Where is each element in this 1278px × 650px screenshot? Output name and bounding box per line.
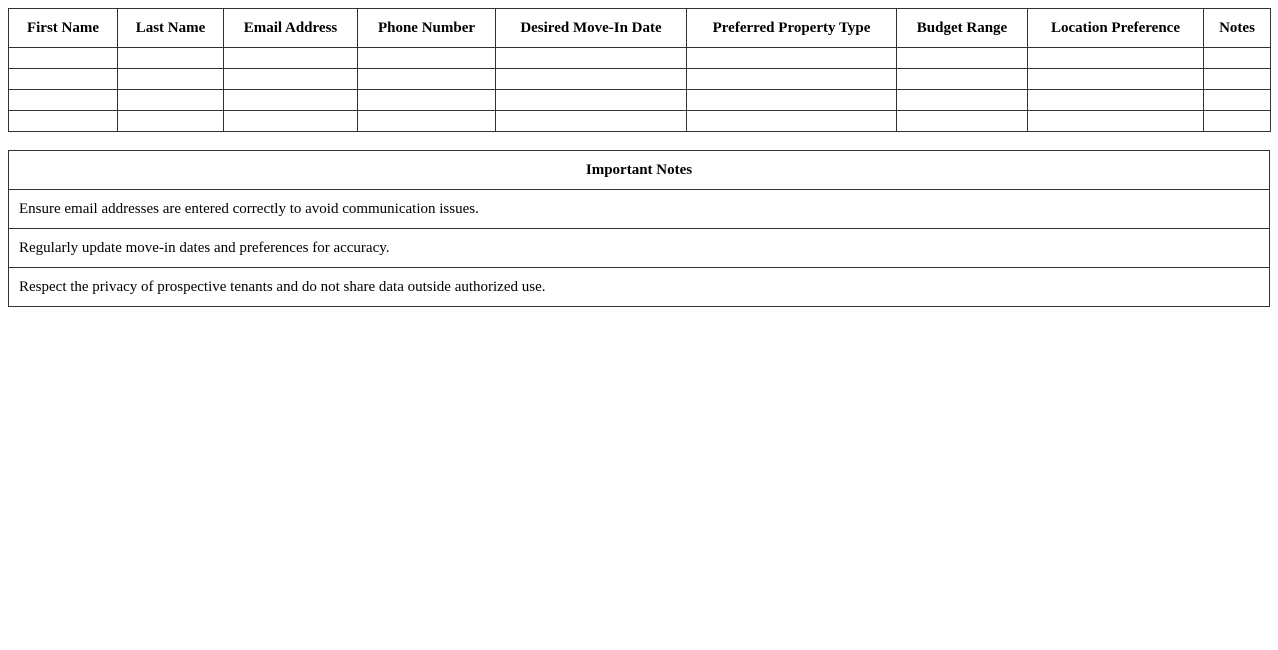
- table-cell[interactable]: [1204, 48, 1271, 69]
- table-cell[interactable]: [1028, 48, 1204, 69]
- note-item: Respect the privacy of prospective tenants and do not share data outside authorized use.: [9, 268, 1270, 307]
- important-notes-table: [8, 150, 1270, 307]
- table-cell[interactable]: [496, 48, 687, 69]
- table-header-row: [9, 9, 1271, 48]
- table-cell[interactable]: [118, 69, 224, 90]
- table-cell[interactable]: [897, 69, 1028, 90]
- column-header-email-address: Email Address: [224, 9, 358, 48]
- table-cell[interactable]: [897, 111, 1028, 132]
- table-row: [9, 111, 1271, 132]
- column-header-location-preference: Location Preference: [1028, 9, 1204, 48]
- table-cell[interactable]: [118, 48, 224, 69]
- table-cell[interactable]: [118, 111, 224, 132]
- table-cell[interactable]: [496, 111, 687, 132]
- table-cell[interactable]: [1204, 111, 1271, 132]
- column-header-first-name: First Name: [9, 9, 118, 48]
- table-cell[interactable]: [897, 90, 1028, 111]
- table-cell[interactable]: [224, 90, 358, 111]
- table-cell[interactable]: [687, 69, 897, 90]
- notes-row: [9, 190, 1270, 229]
- table-cell[interactable]: [1028, 111, 1204, 132]
- note-item: Ensure email addresses are entered correctly to avoid communication issues.: [9, 190, 1270, 229]
- table-cell[interactable]: [496, 69, 687, 90]
- table-cell[interactable]: [118, 90, 224, 111]
- column-header-notes: Notes: [1204, 9, 1271, 48]
- table-cell[interactable]: [9, 48, 118, 69]
- table-cell[interactable]: [1028, 90, 1204, 111]
- table-cell[interactable]: [224, 69, 358, 90]
- table-cell[interactable]: [358, 90, 496, 111]
- table-row: [9, 69, 1271, 90]
- table-cell[interactable]: [1028, 69, 1204, 90]
- notes-row: [9, 268, 1270, 307]
- column-header-last-name: Last Name: [118, 9, 224, 48]
- column-header-budget-range: Budget Range: [897, 9, 1028, 48]
- table-cell[interactable]: [496, 90, 687, 111]
- table-cell[interactable]: [224, 48, 358, 69]
- notes-title: Important Notes: [9, 151, 1270, 190]
- table-cell[interactable]: [687, 48, 897, 69]
- table-cell[interactable]: [9, 69, 118, 90]
- note-item: Regularly update move-in dates and preferences for accuracy.: [9, 229, 1270, 268]
- table-cell[interactable]: [224, 111, 358, 132]
- table-cell[interactable]: [687, 90, 897, 111]
- notes-row: [9, 229, 1270, 268]
- table-cell[interactable]: [358, 69, 496, 90]
- column-header-desired-move-in-date: Desired Move-In Date: [496, 9, 687, 48]
- table-cell[interactable]: [9, 111, 118, 132]
- column-header-preferred-property-type: Preferred Property Type: [687, 9, 897, 48]
- table-row: [9, 90, 1271, 111]
- table-cell[interactable]: [1204, 90, 1271, 111]
- table-cell[interactable]: [687, 111, 897, 132]
- table-cell[interactable]: [9, 90, 118, 111]
- table-cell[interactable]: [358, 111, 496, 132]
- tenant-table: [8, 8, 1271, 132]
- column-header-phone-number: Phone Number: [358, 9, 496, 48]
- notes-header-row: [9, 151, 1270, 190]
- table-cell[interactable]: [1204, 69, 1271, 90]
- table-row: [9, 48, 1271, 69]
- table-cell[interactable]: [897, 48, 1028, 69]
- table-cell[interactable]: [358, 48, 496, 69]
